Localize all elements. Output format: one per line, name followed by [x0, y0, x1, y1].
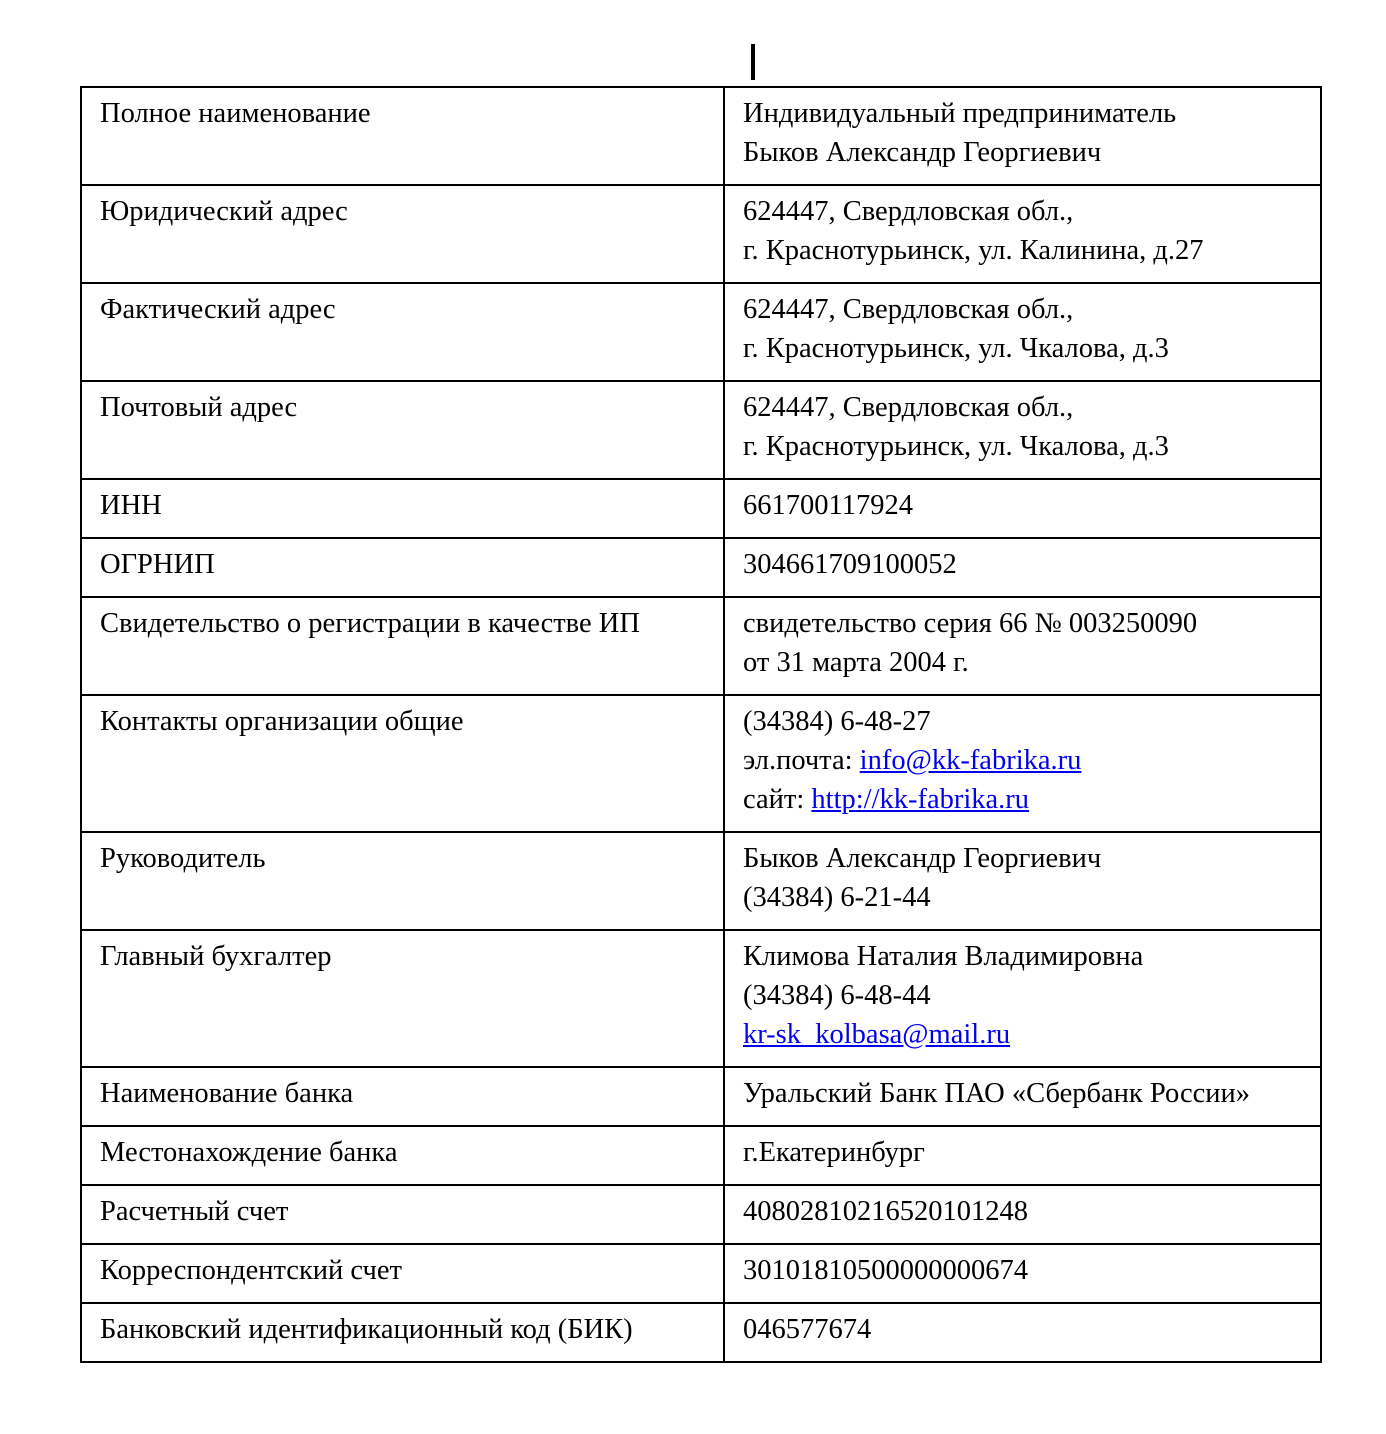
table-row [81, 185, 1321, 283]
value-line: 624447, Свердловская обл., [743, 294, 1074, 325]
value-line: Индивидуальный предприниматель [743, 98, 1177, 129]
label-cell: Наименование банка [81, 1067, 724, 1126]
value-line: г.Екатеринбург [743, 1137, 925, 1168]
value-cell [724, 1244, 1321, 1303]
value-line: 624447, Свердловская обл., [743, 196, 1074, 227]
value-cell [724, 283, 1321, 381]
label-cell: Местонахождение банка [81, 1126, 724, 1185]
value-cell [724, 87, 1321, 185]
table-row [81, 832, 1321, 930]
table-row [81, 538, 1321, 597]
table-row [81, 1067, 1321, 1126]
value-line: (34384) 6-48-27 [743, 706, 931, 737]
table-row [81, 597, 1321, 695]
value-line: Быков Александр Георгиевич [743, 137, 1102, 168]
value-cell [724, 695, 1321, 832]
table-row [81, 1126, 1321, 1185]
table-row [81, 930, 1321, 1067]
value-line: г. Краснотурьинск, ул. Калинина, д.27 [743, 235, 1204, 266]
label-cell: ОГРНИП [81, 538, 724, 597]
value-cell [724, 930, 1321, 1067]
value-cell [724, 479, 1321, 538]
value-line: Климова Наталия Владимировна [743, 941, 1144, 972]
accountant-email-line [743, 1015, 1304, 1054]
site-prefix: сайт: [743, 784, 812, 815]
value-line: 40802810216520101248 [743, 1196, 1028, 1227]
value-line: 624447, Свердловская обл., [743, 392, 1074, 423]
label-cell: Главный бухгалтер [81, 930, 724, 1067]
value-cell [724, 1126, 1321, 1185]
value-line: 304661709100052 [743, 549, 957, 580]
label-cell: Корреспондентский счет [81, 1244, 724, 1303]
value-cell [724, 1067, 1321, 1126]
table-row [81, 87, 1321, 185]
value-line: 661700117924 [743, 490, 913, 521]
table-row [81, 283, 1321, 381]
label-cell: Банковский идентификационный код (БИК) [81, 1303, 724, 1362]
label-cell: Полное наименование [81, 87, 724, 185]
site-line [743, 780, 1304, 819]
value-cell [724, 185, 1321, 283]
table-row [81, 1303, 1321, 1362]
requisites-table [80, 86, 1322, 1363]
table-row [81, 479, 1321, 538]
label-cell: Фактический адрес [81, 283, 724, 381]
value-line: г. Краснотурьинск, ул. Чкалова, д.3 [743, 333, 1169, 364]
label-cell: Расчетный счет [81, 1185, 724, 1244]
label-cell: Юридический адрес [81, 185, 724, 283]
accountant-email-link[interactable]: kr-sk_kolbasa@mail.ru [743, 1019, 1011, 1050]
value-line: 046577674 [743, 1314, 872, 1345]
text-cursor [751, 44, 755, 80]
value-line: Быков Александр Георгиевич [743, 843, 1102, 874]
email-line [743, 741, 1304, 780]
table-row [81, 695, 1321, 832]
label-cell: Свидетельство о регистрации в качестве ИП [81, 597, 724, 695]
label-cell: Контакты организации общие [81, 695, 724, 832]
value-cell [724, 597, 1321, 695]
value-line: (34384) 6-48-44 [743, 980, 931, 1011]
value-line: от 31 марта 2004 г. [743, 647, 969, 678]
value-line: свидетельство серия 66 № 003250090 [743, 608, 1198, 639]
value-cell [724, 538, 1321, 597]
email-prefix: эл.почта: [743, 745, 860, 776]
value-cell [724, 1185, 1321, 1244]
label-cell: Руководитель [81, 832, 724, 930]
label-cell: Почтовый адрес [81, 381, 724, 479]
value-line: 30101810500000000674 [743, 1255, 1028, 1286]
email-link[interactable]: info@kk-fabrika.ru [859, 745, 1082, 776]
label-cell: ИНН [81, 479, 724, 538]
value-line: г. Краснотурьинск, ул. Чкалова, д.3 [743, 431, 1169, 462]
table-row [81, 1185, 1321, 1244]
value-cell [724, 832, 1321, 930]
value-cell [724, 1303, 1321, 1362]
table-row [81, 1244, 1321, 1303]
value-line: Уральский Банк ПАО «Сбербанк России» [743, 1078, 1251, 1109]
value-line: (34384) 6-21-44 [743, 882, 931, 913]
value-cell [724, 381, 1321, 479]
table-row [81, 381, 1321, 479]
site-link[interactable]: http://kk-fabrika.ru [811, 784, 1030, 815]
